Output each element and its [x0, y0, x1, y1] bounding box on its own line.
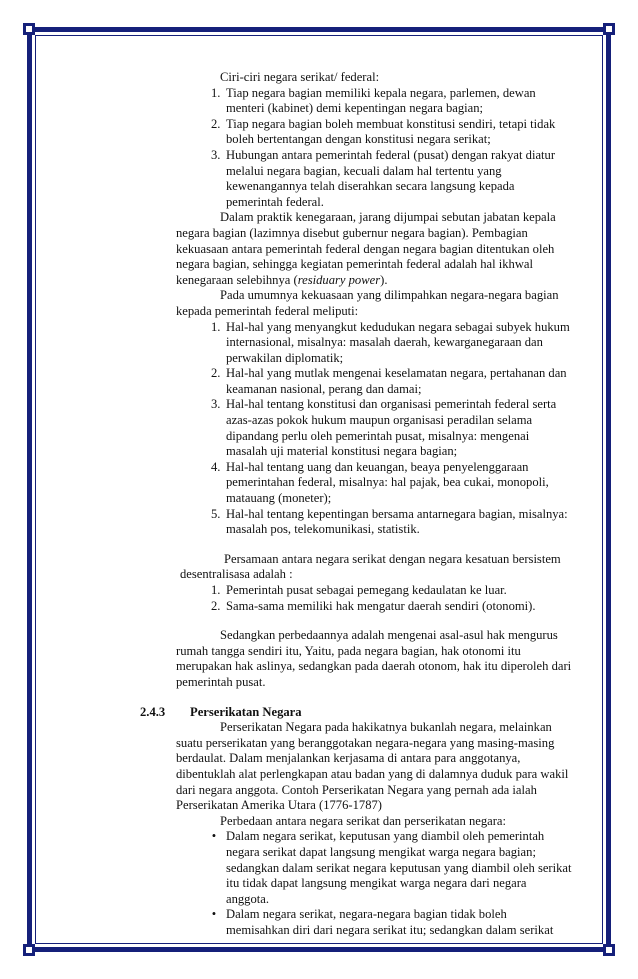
frame-corner-ornament — [603, 944, 615, 956]
list-number: 1. — [211, 583, 221, 597]
list-number: 2. — [211, 116, 221, 131]
bullet-icon: • — [211, 907, 217, 922]
list-number: 2. — [211, 598, 221, 613]
frame-corner-ornament — [23, 944, 35, 956]
list-item — [202, 829, 572, 907]
list-text: Pemerintah pusat sebagai pemegang kedaulatan ke luar. — [226, 583, 507, 597]
list-number: 5. — [211, 506, 221, 521]
italic-term: residuary power — [297, 272, 381, 287]
ciri-title: Ciri-ciri negara serikat/ federal: — [220, 70, 380, 84]
list-text: Hal-hal yang menyangkut kedudukan negara sebagai subyek hukum internasional, misalnya: masalah daerah, kewarganegaraan dan perwakilan diplomatik; — [226, 319, 570, 365]
section-title: Perserikatan Negara — [190, 704, 302, 719]
list-text: Hal-hal tentang uang dan keuangan, beaya penyelenggaraan pemerintahan federal, misalnya: hal pajak, bea cukai, monopoli, matauang (moneter); — [226, 459, 549, 506]
list-item — [211, 599, 572, 615]
list-text: Tiap negara bagian boleh membuat konstitusi sendiri, tetapi tidak boleh bertentangan dengan konstitusi negara serikat; — [226, 116, 556, 147]
list-item — [211, 397, 572, 459]
ciri-list — [140, 86, 572, 211]
list-item — [211, 507, 572, 538]
paragraph-perbedaan: Sedangkan perbedaannya adalah mengenai asal-asul hak mengurus rumah tangga sendiri itu, Yaitu, pada negara bagian, hak otonomi itu merupakan hak aslinya, sedangkan pada daerah otonom, hak itu diperoleh dari pemerintah pusat. — [176, 628, 572, 689]
paragraph-kekuasaan: Pada umumnya kekuasaan yang dilimpahkan negara-negara bagian kepada pemerintah federal meliputi: — [176, 288, 559, 318]
list-item — [211, 460, 572, 507]
list-text: Tiap negara bagian memiliki kepala negara, parlemen, dewan menteri (kabinet) demi kepentingan negara bagian; — [226, 85, 536, 116]
list-item — [211, 148, 572, 210]
paragraph-persamaan: Persamaan antara negara serikat dengan negara kesatuan bersistem desentralisasa adalah : — [180, 551, 561, 582]
frame-corner-ornament — [23, 23, 35, 35]
list-text: Dalam negara serikat, keputusan yang diambil oleh pemerintah negara serikat dapat langsung mengikat warga negara bagian; sedangkan dalam serikat negara keputusan yang diambil oleh serikat itu tidak dapat langsung mengikat warga negara dari negara anggota. — [226, 829, 572, 906]
list-number: 3. — [211, 147, 221, 162]
paragraph-text: ). — [380, 272, 388, 287]
list-number: 2. — [211, 366, 221, 381]
list-text: Hubungan antara pemerintah federal (pusat) dengan rakyat diatur melalui negara bagian, kecuali dalam hal tertentu yang kewenangannya telah diserahkan secara langsung kepada pemerintah federal. — [226, 147, 556, 209]
list-number: 4. — [211, 459, 221, 474]
hal-list — [140, 320, 572, 538]
document-body — [140, 70, 572, 938]
list-item — [211, 86, 572, 117]
list-item — [211, 583, 572, 599]
bullet-list — [140, 829, 572, 938]
list-item — [211, 117, 572, 148]
persamaan-list — [140, 583, 572, 614]
frame-corner-ornament — [603, 23, 615, 35]
paragraph-residuary — [140, 210, 572, 288]
list-number: 3. — [211, 397, 221, 412]
list-item — [211, 366, 572, 397]
list-item — [211, 320, 572, 367]
paragraph-perserikatan: Perserikatan Negara pada hakikatnya bukanlah negara, melainkan suatu perserikatan yang beranggotakan negara-negara yang masing-masing berdaulat. Dalam menjalankan kerjasama di antara para anggotanya, dibentuklah alat perlengkapan atau badan yang di dalamnya duduk para wakil dari negara anggota. Contoh Perserikatan Negara yang pernah ada ialah Perserikatan Amerika Utara (1776-1787) — [176, 720, 569, 813]
list-text: Hal-hal yang mutlak mengenai keselamatan negara, pertahanan dan keamanan nasional, perang dan damai; — [226, 366, 567, 396]
paragraph-perbedaan-serikat: Perbedaan antara negara serikat dan perserikatan negara: — [220, 813, 506, 828]
list-number: 1. — [211, 85, 221, 100]
section-number: 2.4.3 — [140, 704, 166, 719]
paragraph-text: Dalam praktik kenegaraan, jarang dijumpai sebutan jabatan kepala negara bagian (lazimnya disebut gubernur negara bagian). Pembagian kekuasaan antara pemerintah federal dengan negara bagian ditentukan oleh negara bagian, sehingga kegiatan pemerintah federal adalah hal ikhwal kenegaraan selebihnya ( — [176, 210, 556, 287]
section-heading — [140, 705, 572, 721]
list-text: Hal-hal tentang kepentingan bersama antarnegara bagian, misalnya: masalah pos, telekomunikasi, statistik. — [226, 506, 568, 537]
list-text: Dalam negara serikat, negara-negara bagian tidak boleh memisahkan diri dari negara serikat itu; sedangkan dalam serikat — [226, 907, 554, 937]
list-number: 1. — [211, 319, 221, 334]
list-item — [202, 907, 572, 938]
list-text: Hal-hal tentang konstitusi dan organisasi pemerintah federal serta azas-azas pokok hukum maupun organisasi peradilan selama dipandang perlu oleh pemerintah pusat, misalnya: mengenai masalah uji material konstitusi negara bagian; — [226, 397, 557, 459]
bullet-icon: • — [211, 829, 217, 844]
list-text: Sama-sama memiliki hak mengatur daerah sendiri (otonomi). — [226, 598, 536, 613]
